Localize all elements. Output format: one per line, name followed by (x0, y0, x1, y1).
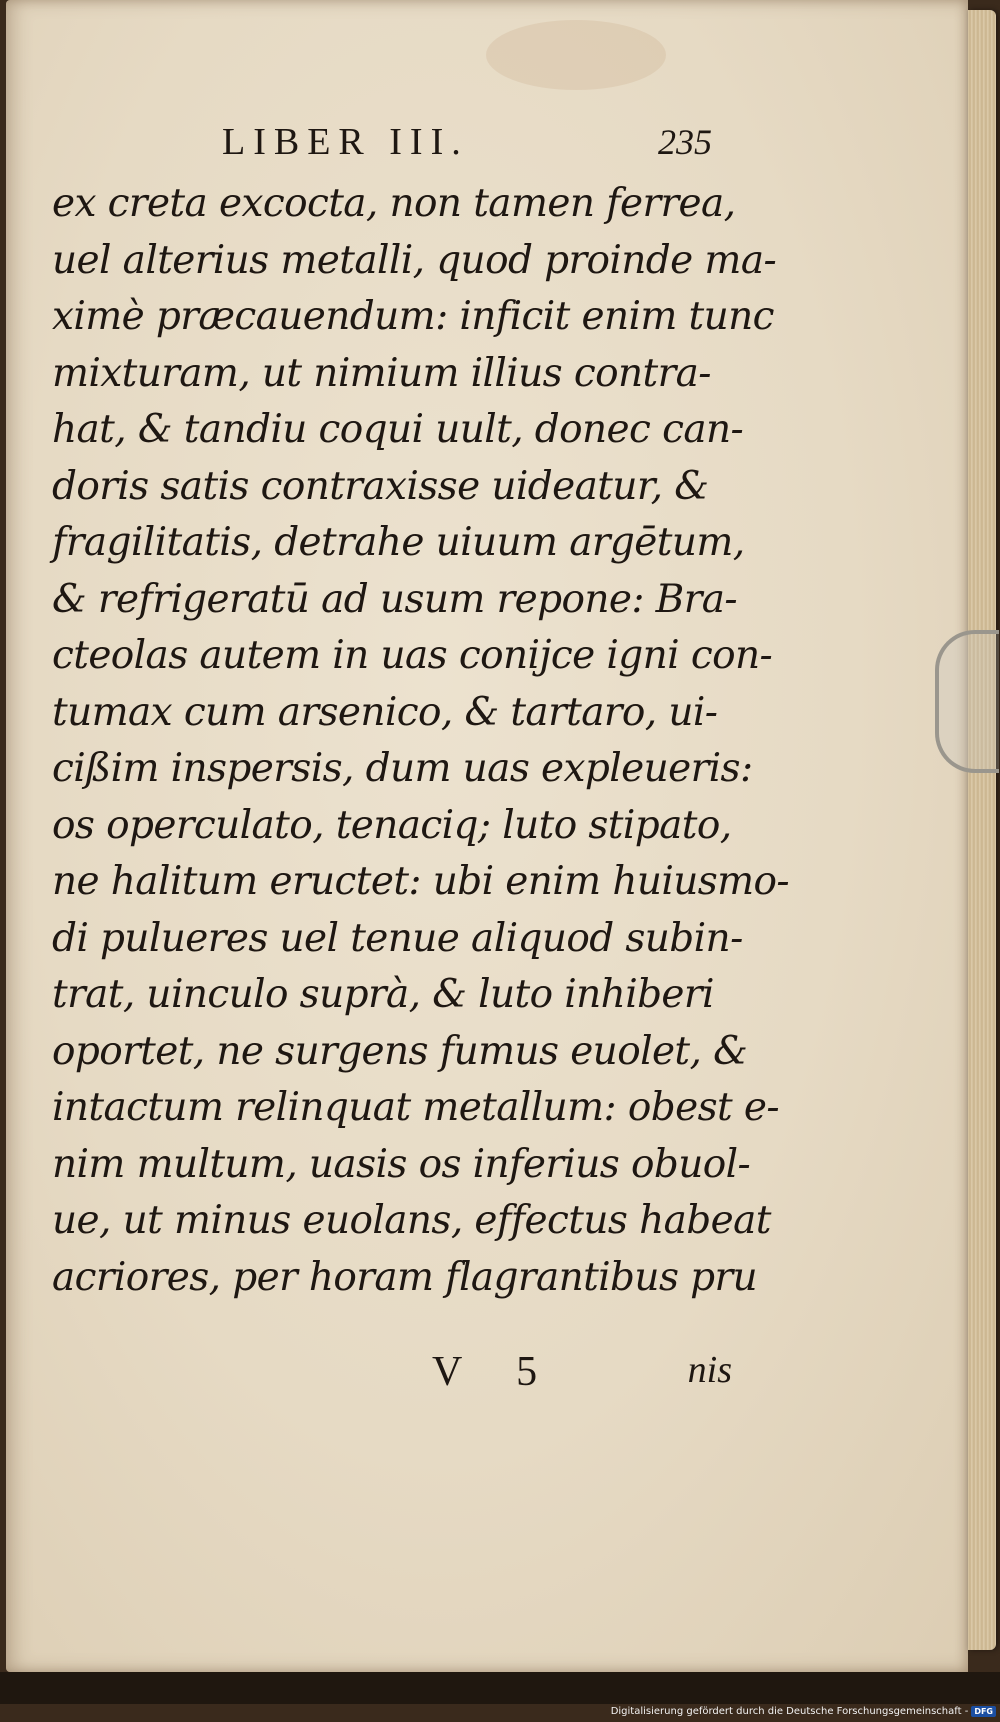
running-head (52, 120, 732, 176)
text-line: ximè præcauendum: inficit enim tunc (52, 294, 774, 339)
catchword: nis (687, 1349, 732, 1391)
text-line: acriores, per horam flagrantibus pru (52, 1254, 758, 1300)
text-line: nim multum, uasis os inferius obuol- (52, 1141, 751, 1187)
text-line: intactum relinquat metallum: obest e- (52, 1085, 779, 1130)
text-line: mixturam, ut nimium illius contra- (52, 350, 711, 396)
scan-border (0, 1672, 1000, 1704)
text-line: fragilitatis, detrahe uiuum argētum, (52, 520, 745, 565)
credit-text: Digitalisierung gefördert durch die Deutsche Forschungsgemeinschaft - (610, 1706, 969, 1717)
book-clasp (935, 630, 999, 773)
text-line: oportet, ne surgens fumus euolet, & (52, 1028, 748, 1074)
digitization-credit (611, 1706, 996, 1717)
text-line: ue, ut minus euolans, effectus habeat (52, 1198, 771, 1243)
text-line: os operculato, tenaciq; luto stipato, (52, 802, 732, 848)
signature-mark: V 5 (432, 1349, 560, 1395)
page-edges (968, 10, 996, 1650)
text-line: doris satis contraxisse uideatur, & (52, 463, 709, 509)
text-line: cißim inspersis, dum uas expleueris: (52, 746, 753, 791)
text-line: ne halitum eructet: ubi enim huiusmo- (52, 859, 790, 904)
text-block (52, 120, 790, 1306)
text-line: di pulueres uel tenue aliquod subin- (52, 915, 743, 961)
page-number: 235 (658, 122, 712, 162)
text-line: ex creta excocta, non tamen ferrea, (52, 181, 736, 226)
text-line: cteolas autem in uas conijce igni con- (52, 633, 773, 678)
page-footer (52, 1348, 732, 1408)
text-line: trat, uinculo suprà, & luto inhiberi (52, 972, 714, 1017)
text-line: tumax cum arsenico, & tartaro, ui- (52, 689, 718, 735)
running-title: LIBER III. (222, 121, 469, 163)
text-line: uel alterius metalli, quod proinde ma- (52, 237, 777, 283)
paper-stain (486, 20, 666, 90)
text-line: hat, & tandiu coqui uult, donec can- (52, 407, 744, 452)
dfg-logo: DFG (971, 1706, 996, 1717)
text-line: & refrigeratū ad usum repone: Bra- (52, 576, 737, 622)
